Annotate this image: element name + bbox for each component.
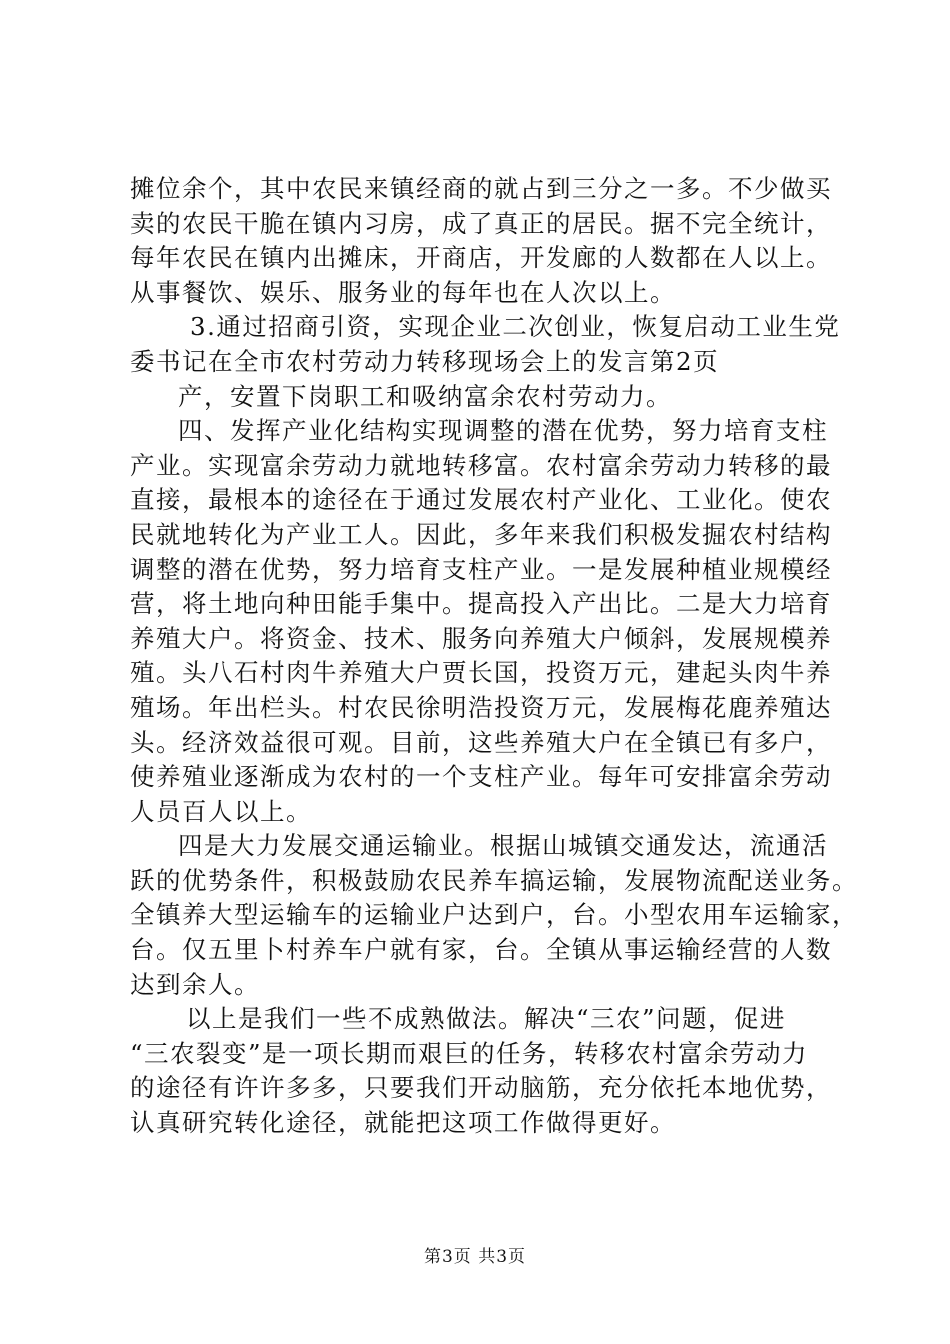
- text-line: 四、发挥产业化结构实现调整的潜在优势，努力培育支柱: [178, 416, 828, 446]
- text-line: 营，将土地向种田能手集中。提高投入产出比。二是大力培育: [130, 589, 832, 619]
- text-line: 达到余人。: [130, 969, 260, 999]
- text-line: 跃的优势条件，积极鼓励农民养车搞运输，发展物流配送业务。: [130, 865, 858, 895]
- text-line: 摊位余个，其中农民来镇经商的就占到三分之一多。不少做买: [130, 174, 832, 203]
- text-line: 从事餐饮、娱乐、服务业的每年也在人次以上。: [130, 277, 676, 307]
- text-line: 养殖大户。将资金、技术、服务向养殖大户倾斜，发展规模养: [130, 623, 832, 653]
- text-line: 头。经济效益很可观。目前，这些养殖大户在全镇已有多户，: [130, 727, 832, 757]
- text-line: 3.通过招商引资，实现企业二次创业，恢复启动工业生党: [190, 312, 841, 342]
- document-body: [130, 172, 858, 1141]
- text-line: 调整的潜在优势，努力培育支柱产业。一是发展种植业规模经: [130, 554, 832, 584]
- text-line: 产，安置下岗职工和吸纳富余农村劳动力。: [178, 381, 672, 411]
- text-line: 民就地转化为产业工人。因此，多年来我们积极发掘农村结构: [130, 519, 832, 549]
- text-line: 台。仅五里卜村养车户就有家，台。全镇从事运输经营的人数: [130, 935, 832, 965]
- text-line: “三农裂变”是一项长期而艰巨的任务，转移农村富余劳动力: [130, 1038, 809, 1068]
- text-line: 委书记在全市农村劳动力转移现场会上的发言第2页: [130, 346, 720, 376]
- text-line: 产业。实现富余劳动力就地转移富。农村富余劳动力转移的最: [130, 450, 832, 480]
- text-line: 以上是我们一些不成熟做法。解决“三农”问题，促进: [186, 1004, 787, 1034]
- text-line: 认真研究转化途径，就能把这项工作做得更好。: [130, 1108, 676, 1138]
- text-line: 每年农民在镇内出摊床，开商店，开发廊的人数都在人以上。: [130, 243, 832, 273]
- text-line: 使养殖业逐渐成为农村的一个支柱产业。每年可安排富余劳动: [130, 762, 832, 792]
- text-line: 直接，最根本的途径在于通过发展农村产业化、工业化。使农: [130, 485, 832, 515]
- text-line: 卖的农民干脆在镇内习房，成了真正的居民。据不完全统计，: [130, 208, 832, 238]
- text-line: 殖。头八石村肉牛养殖大户贾长国，投资万元，建起头肉牛养: [130, 658, 832, 688]
- text-line: 四是大力发展交通运输业。根据山城镇交通发达，流通活: [178, 831, 828, 861]
- page-number-footer: 第3页 共3页: [423, 1247, 527, 1267]
- text-line: 的途径有许许多多，只要我们开动脑筋，充分依托本地优势，: [130, 1073, 832, 1103]
- text-line: 殖场。年出栏头。村农民徐明浩投资万元，发展梅花鹿养殖达: [130, 692, 832, 722]
- text-line: 人员百人以上。: [130, 796, 312, 826]
- text-line: 全镇养大型运输车的运输业户达到户，台。小型农用车运输家，: [130, 900, 858, 930]
